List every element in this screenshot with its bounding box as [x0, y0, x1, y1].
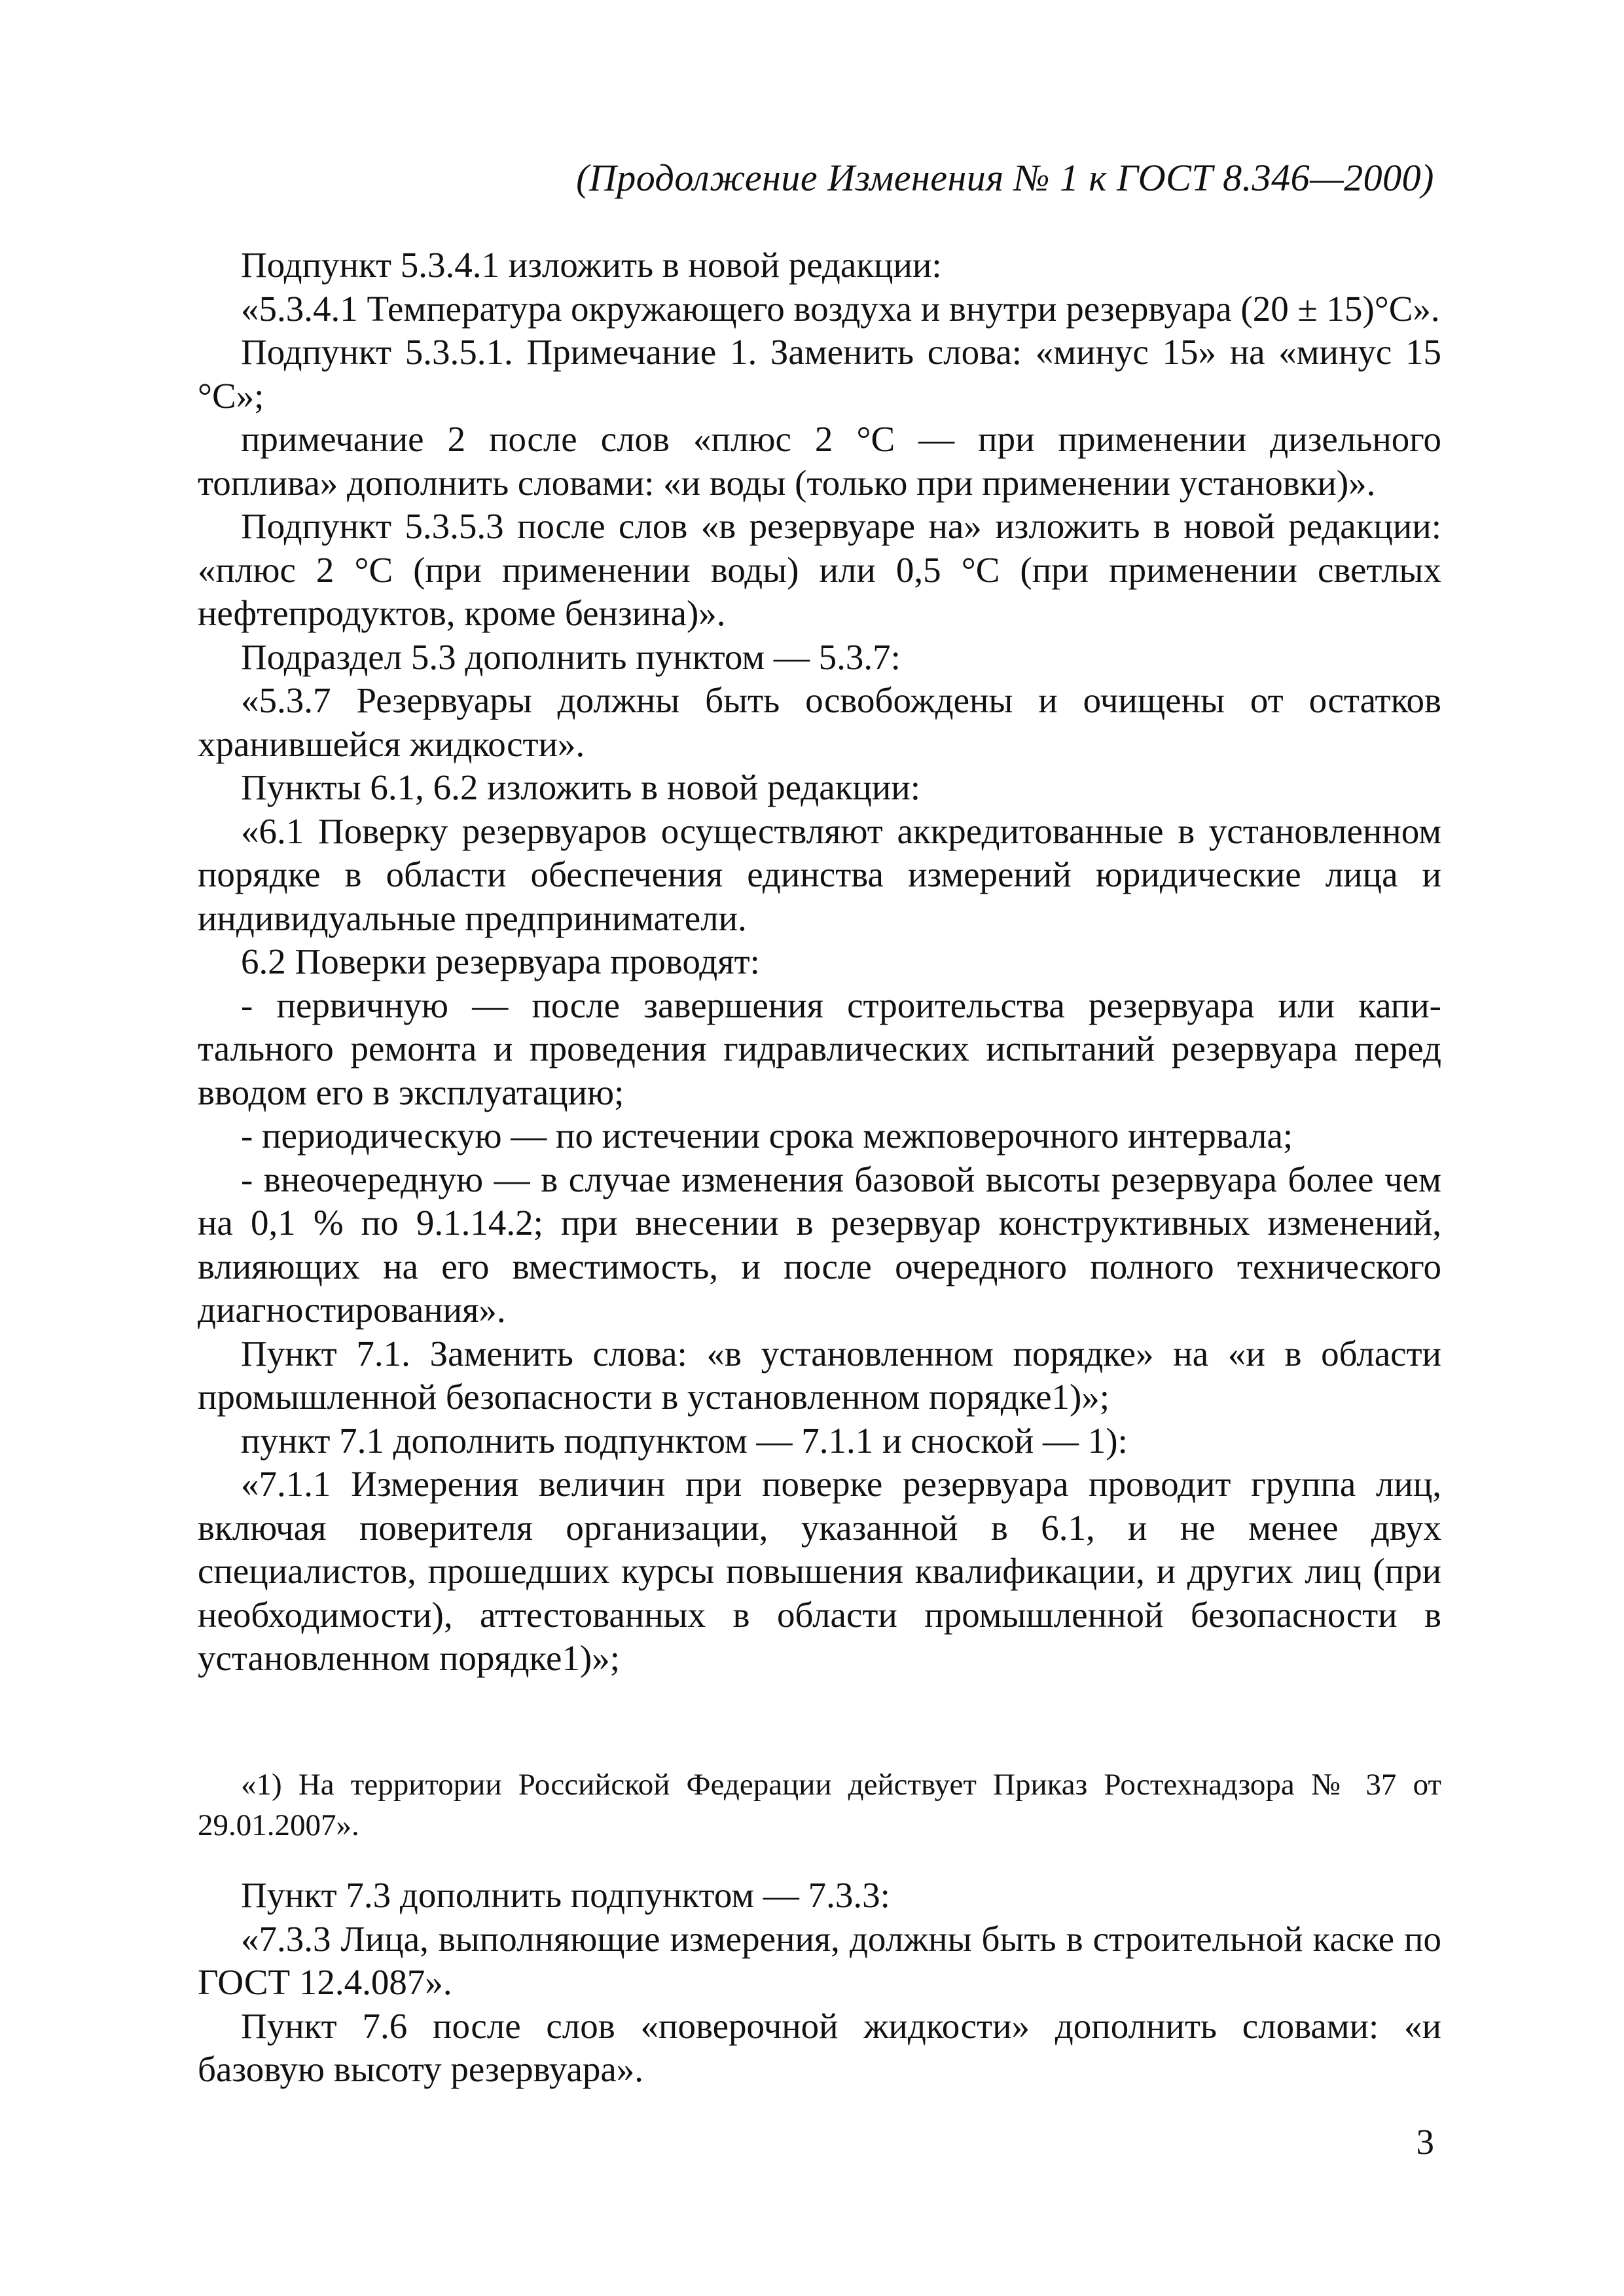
- paragraph: Подпункт 5.3.5.1. Примечание 1. Заменить слова: «минус 15» на «минус 15 °С»;: [198, 332, 1441, 416]
- paragraph: - первичную — после завершения строительства резервуара или капитального ремонта и проведения гидравлических испытаний резервуара перед вводом его в эксплуатацию;: [198, 985, 1441, 1112]
- main-text: [198, 244, 1441, 1681]
- paragraph: Подпункт 5.3.5.3 после слов «в резервуаре на» изложить в новой редакции: «плюс 2 °С (при применении воды) или 0,5 °С (при применении светлых нефтепродуктов, кроме бензина)».: [198, 506, 1441, 633]
- paragraph: Пункты 6.1, 6.2 изложить в новой редакции:: [241, 767, 920, 807]
- paragraph: «7.3.3 Лица, выполняющие измерения, должны быть в строительной каске по ГОСТ 12.4.087».: [198, 1918, 1441, 2002]
- paragraph: - внеочередную — в случае изменения базовой высоты резервуара более чем на 0,1 % по 9.1.14.2; при внесении в резервуар конструктивных изменений, влияющих на его вместимость, и после очередного полного технического диагностирования».: [198, 1159, 1441, 1330]
- paragraph: Подраздел 5.3 дополнить пунктом — 5.3.7:: [241, 636, 901, 677]
- paragraph: Пункт 7.1. Заменить слова: «в установленном порядке» на «и в области промышленной безопасности в установленном порядке1)»;: [198, 1333, 1441, 1417]
- paragraph: «5.3.7 Резервуары должны быть освобождены и очищены от остатков хранившейся жидкости».: [198, 680, 1441, 764]
- page-number: 3: [1416, 2122, 1434, 2162]
- paragraph: - периодическую — по истечении срока межповерочного интервала;: [241, 1116, 1293, 1156]
- paragraph: Подпункт 5.3.4.1 изложить в новой редакции:: [241, 245, 942, 285]
- footnote: [198, 1764, 1441, 1846]
- footnote-text: «1) На территории Российской Федерации действует Приказ Ростехнадзора № 37 от 29.01.2007».: [198, 1768, 1441, 1842]
- trailing-text: [198, 1874, 1441, 2092]
- paragraph: пункт 7.1 дополнить подпунктом — 7.1.1 и сноской — 1):: [241, 1420, 1128, 1461]
- paragraph: «6.1 Поверку резервуаров осуществляют аккредитованные в установленном порядке в области обеспечения единства измерений юридические лица и индивидуальные предприниматели.: [198, 811, 1441, 938]
- paragraph: 6.2 Поверки резервуара проводят:: [241, 941, 760, 981]
- paragraph: Пункт 7.6 после слов «поверочной жидкости» дополнить словами: «и базовую высоту резервуара».: [198, 2005, 1441, 2089]
- paragraph: Пункт 7.3 дополнить подпунктом — 7.3.3:: [241, 1875, 890, 1915]
- page-header: (Продолжение Изменения № 1 к ГОСТ 8.346—2000): [576, 156, 1434, 199]
- paragraph: «5.3.4.1 Температура окружающего воздуха и внутри резервуара (20 ± 15)°С».: [241, 288, 1440, 329]
- paragraph: примечание 2 после слов «плюс 2 °С — при применении дизельного топлива» дополнить словами: «и воды (только при применении установки)».: [198, 419, 1441, 503]
- paragraph: «7.1.1 Измерения величин при поверке резервуара проводит группа лиц, включая поверителя организации, указанной в 6.1, и не менее двух специалистов, прошедших курсы повышения квалификации, и других лиц (при необходимости), аттестованных в области промышленной безопасности в установленном порядке1)»;: [198, 1464, 1441, 1678]
